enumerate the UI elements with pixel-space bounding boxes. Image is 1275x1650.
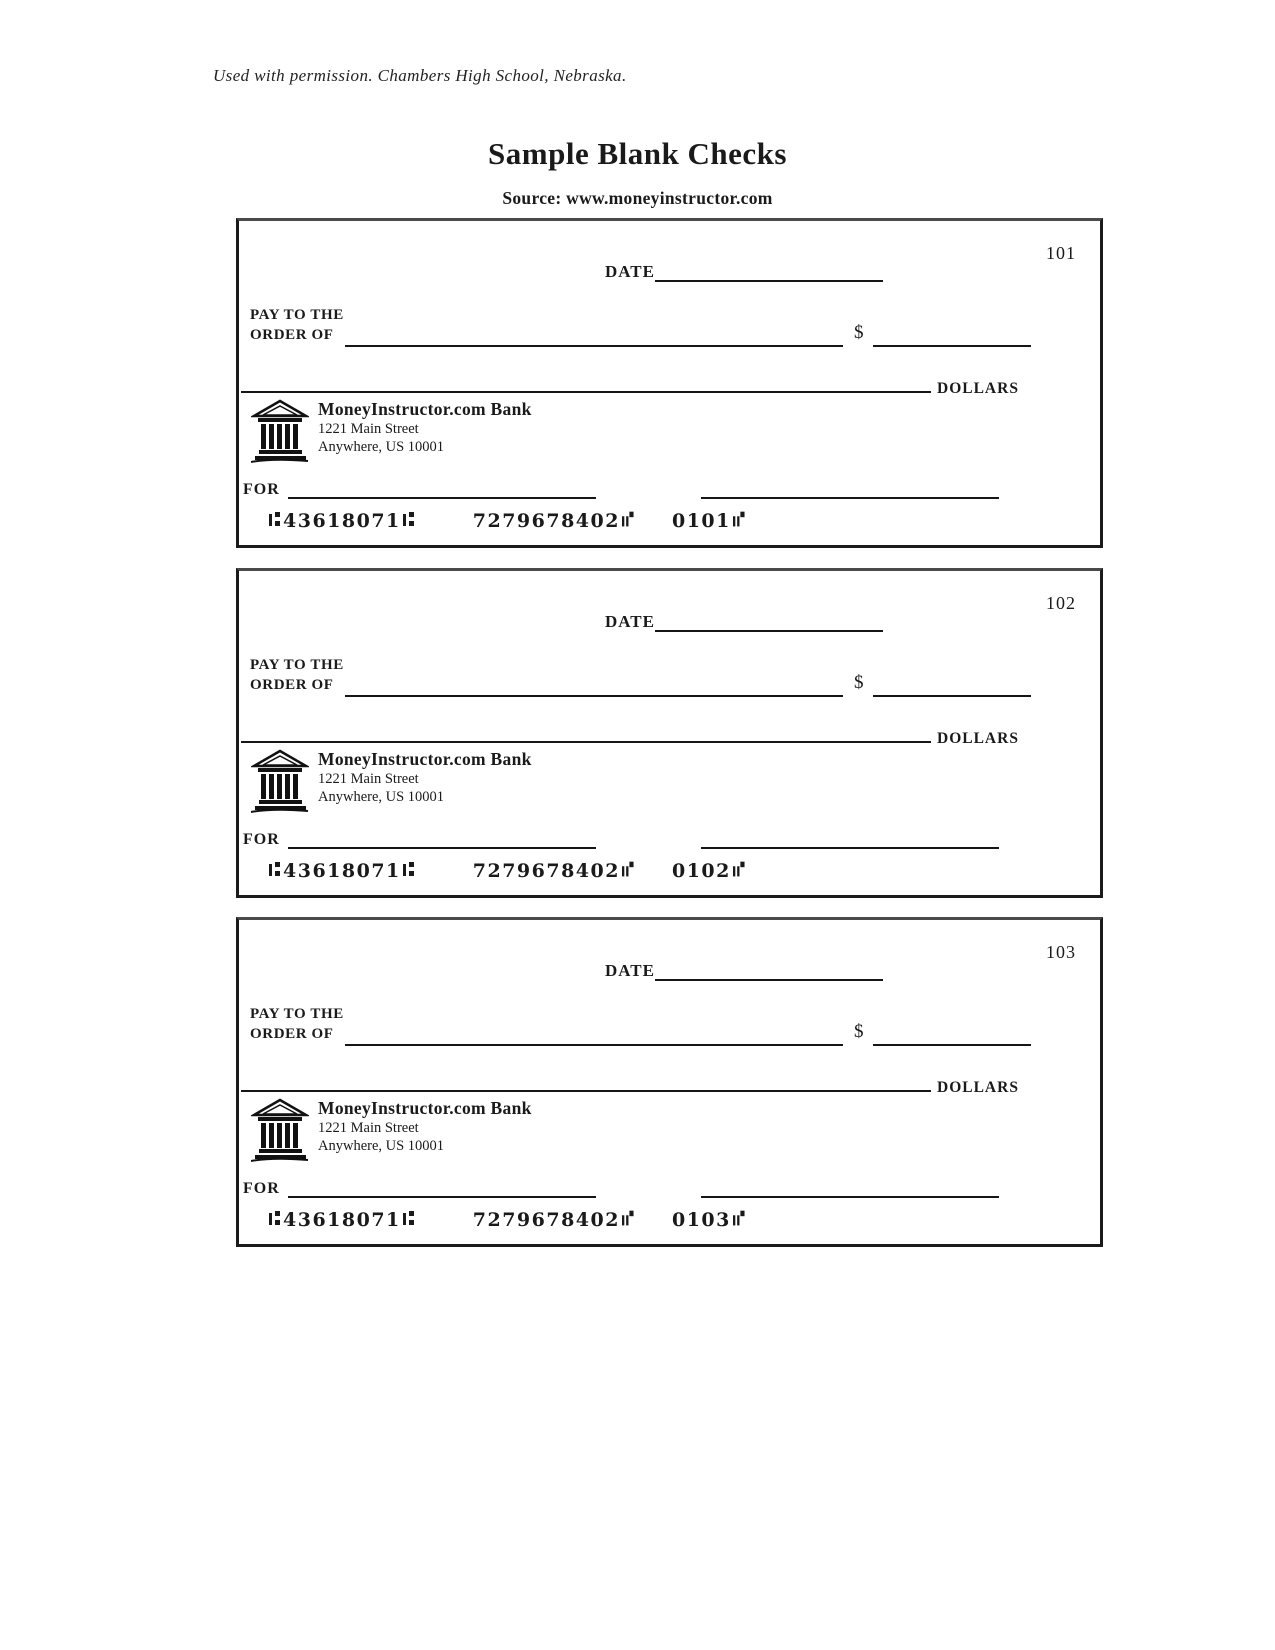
memo-label: FOR (243, 481, 280, 498)
signature-line (701, 479, 999, 499)
bank-street: 1221 Main Street (318, 771, 419, 787)
micr-serial: 0101 (671, 510, 731, 532)
bank-name: MoneyInstructor.com Bank (318, 749, 532, 769)
pay-to-the-label: PAY TO THE (250, 657, 344, 673)
date-row (605, 612, 883, 632)
bank-logo-icon (251, 749, 309, 813)
bank-logo-icon (251, 399, 309, 463)
micr-onus-icon (733, 1209, 745, 1228)
page-title: Sample Blank Checks (488, 136, 787, 171)
permission-note: Used with permission. Chambers High School, Nebraska. (213, 66, 627, 85)
memo-label: FOR (243, 831, 280, 848)
bank-block (251, 1098, 532, 1162)
dollar-sign: $ (854, 1021, 864, 1042)
memo-row (243, 479, 596, 499)
micr-routing: 43618071 (283, 510, 401, 532)
micr-account-group (473, 510, 636, 532)
bank-text (318, 749, 532, 813)
dollars-label: DOLLARS (937, 730, 1019, 747)
bank-block (251, 399, 532, 463)
micr-serial-group (672, 510, 747, 532)
bank-name: MoneyInstructor.com Bank (318, 399, 532, 419)
dollar-sign: $ (854, 672, 864, 693)
check-number: 101 (1046, 243, 1076, 263)
payee-line (345, 677, 843, 697)
memo-line (288, 1178, 596, 1198)
micr-transit-icon (403, 860, 415, 879)
micr-transit-icon (269, 860, 281, 879)
bank-text (318, 1098, 532, 1162)
blank-check-102 (236, 568, 1103, 898)
checks-list (236, 218, 1103, 1267)
micr-transit-icon (403, 510, 415, 529)
payee-label (250, 305, 344, 345)
micr-line (267, 1209, 747, 1231)
memo-line (288, 829, 596, 849)
order-of-label: ORDER OF (250, 1026, 334, 1042)
date-line (655, 264, 883, 282)
micr-account-group (473, 1209, 636, 1231)
micr-account: 7279678402 (472, 860, 620, 882)
source-line: Source: www.moneyinstructor.com (502, 188, 773, 208)
blank-check-101 (236, 218, 1103, 548)
order-of-label: ORDER OF (250, 327, 334, 343)
date-label: DATE (605, 961, 655, 980)
bank-street: 1221 Main Street (318, 1120, 419, 1136)
micr-onus-icon (622, 1209, 634, 1228)
bank-city: Anywhere, US 10001 (318, 439, 445, 455)
date-row (605, 262, 883, 282)
micr-serial: 0102 (671, 860, 731, 882)
bank-city: Anywhere, US 10001 (318, 1138, 445, 1154)
micr-account-group (473, 860, 636, 882)
micr-routing-group (267, 510, 417, 532)
dollar-sign: $ (854, 322, 864, 343)
micr-line (267, 510, 747, 532)
micr-onus-icon (622, 860, 634, 879)
amount-line (873, 677, 1031, 697)
amount-line (873, 1026, 1031, 1046)
payee-line (345, 327, 843, 347)
dollars-label: DOLLARS (937, 1079, 1019, 1096)
micr-routing-group (267, 860, 417, 882)
micr-onus-icon (733, 860, 745, 879)
blank-check-103 (236, 917, 1103, 1247)
payee-label (250, 655, 344, 695)
micr-onus-icon (622, 510, 634, 529)
payee-label (250, 1004, 344, 1044)
date-line (655, 963, 883, 981)
micr-onus-icon (733, 510, 745, 529)
memo-label: FOR (243, 1180, 280, 1197)
amount-line (873, 327, 1031, 347)
memo-row (243, 1178, 596, 1198)
memo-row (243, 829, 596, 849)
micr-serial-group (672, 1209, 747, 1231)
micr-transit-icon (403, 1209, 415, 1228)
micr-routing: 43618071 (283, 860, 401, 882)
micr-transit-icon (269, 510, 281, 529)
micr-account: 7279678402 (472, 510, 620, 532)
bank-street: 1221 Main Street (318, 421, 419, 437)
micr-routing: 43618071 (283, 1209, 401, 1231)
check-number: 103 (1046, 942, 1076, 962)
date-row (605, 961, 883, 981)
dollars-label: DOLLARS (937, 380, 1019, 397)
memo-line (288, 479, 596, 499)
check-number: 102 (1046, 593, 1076, 613)
micr-line (267, 860, 747, 882)
bank-city: Anywhere, US 10001 (318, 789, 445, 805)
bank-logo-icon (251, 1098, 309, 1162)
micr-serial: 0103 (671, 1209, 731, 1231)
date-line (655, 614, 883, 632)
micr-transit-icon (269, 1209, 281, 1228)
micr-account: 7279678402 (472, 1209, 620, 1231)
amount-words-line (241, 373, 931, 393)
pay-to-the-label: PAY TO THE (250, 1006, 344, 1022)
bank-name: MoneyInstructor.com Bank (318, 1098, 532, 1118)
amount-words-line (241, 1072, 931, 1092)
signature-line (701, 1178, 999, 1198)
order-of-label: ORDER OF (250, 677, 334, 693)
amount-words-line (241, 723, 931, 743)
micr-serial-group (672, 860, 747, 882)
date-label: DATE (605, 612, 655, 631)
micr-routing-group (267, 1209, 417, 1231)
pay-to-the-label: PAY TO THE (250, 307, 344, 323)
payee-line (345, 1026, 843, 1046)
date-label: DATE (605, 262, 655, 281)
signature-line (701, 829, 999, 849)
bank-text (318, 399, 532, 463)
bank-block (251, 749, 532, 813)
